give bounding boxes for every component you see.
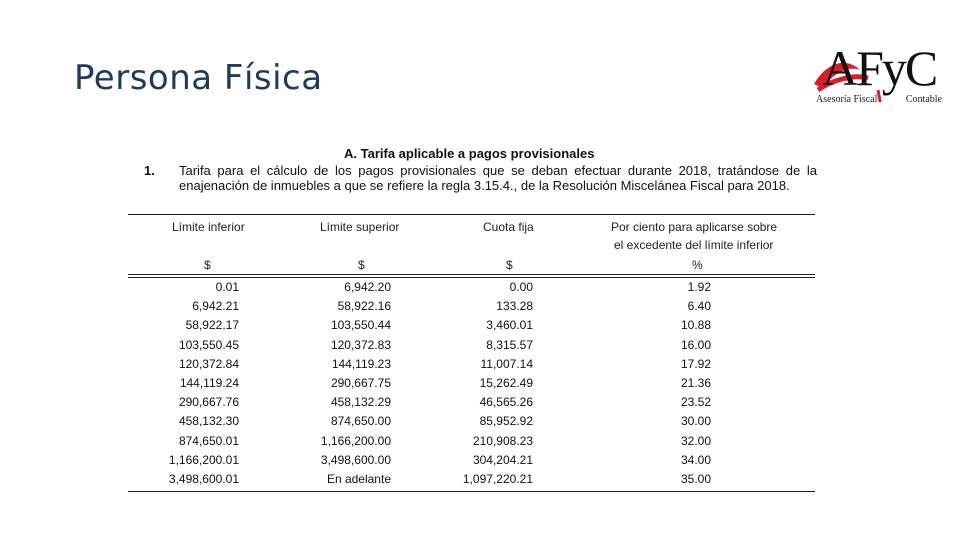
cell-fixed-fee: 15,262.49	[479, 376, 533, 390]
cell-fixed-fee: 1,097,220.21	[462, 472, 533, 486]
cell-upper-limit: 874,650.00	[330, 414, 391, 429]
table-row	[128, 434, 815, 453]
cell-fixed-fee: 46,565.26	[479, 395, 533, 410]
cell-lower-limit: 3,498,600.01	[168, 472, 239, 486]
cell-upper-limit: En adelante	[326, 472, 391, 486]
cell-fixed-fee: 8,315.57	[486, 337, 533, 352]
cell-lower-limit: 103,550.45	[178, 337, 239, 352]
header-percent-line2: el excedente del límite inferior	[614, 238, 774, 252]
table-row	[128, 299, 815, 318]
table-row	[128, 395, 815, 414]
cell-percent: 34.00	[680, 452, 711, 467]
logo-tagline-left: Asesoría Fiscal	[816, 94, 878, 105]
cell-percent: 6.40	[687, 299, 711, 314]
table-row	[128, 414, 815, 433]
cell-lower-limit: 6,942.21	[192, 299, 239, 314]
unit-fixed: $	[506, 258, 513, 272]
cell-lower-limit: 1,166,200.01	[168, 452, 239, 467]
cell-fixed-fee: 3,460.01	[486, 318, 533, 333]
cell-upper-limit: 3,498,600.00	[320, 452, 391, 467]
slide-title: Persona Física	[74, 58, 323, 98]
table-row	[128, 338, 815, 357]
table-row	[128, 357, 815, 376]
item-number: 1.	[144, 163, 155, 178]
cell-percent: 21.36	[680, 376, 711, 390]
cell-lower-limit: 458,132.30	[178, 414, 239, 429]
cell-fixed-fee: 133.28	[496, 299, 533, 314]
table-row	[128, 318, 815, 337]
cell-fixed-fee: 85,952.92	[479, 414, 533, 429]
cell-upper-limit: 144,119.23	[331, 356, 391, 371]
logo-tagline-right: Contable	[905, 94, 942, 105]
document-heading: A. Tarifa aplicable a pagos provisionales	[344, 146, 595, 161]
cell-upper-limit: 458,132.29	[330, 395, 391, 410]
cell-percent: 30.00	[680, 414, 711, 429]
cell-percent: 35.00	[680, 472, 711, 486]
table-header-rule-double	[128, 277, 815, 278]
cell-fixed-fee: 0.00	[509, 280, 533, 294]
table-row	[128, 472, 815, 491]
header-lower-limit: Límite inferior	[172, 220, 245, 234]
cell-percent: 17.92	[680, 356, 711, 371]
logo-letters: AFyC	[822, 40, 937, 96]
item-paragraph: Tarifa para el cálculo de los pagos provisionales que se deban efectuar durante 2018, tratándose de la enajenación de inmuebles a que se refiere la regla 3.15.4., de la Resolución Miscelánea Fiscal para 2018.	[179, 163, 817, 193]
unit-upper: $	[358, 258, 365, 272]
table-row	[128, 453, 815, 472]
cell-percent: 10.88	[680, 318, 711, 333]
cell-upper-limit: 103,550.44	[330, 318, 391, 333]
cell-upper-limit: 58,922.16	[337, 299, 391, 314]
cell-lower-limit: 874,650.01	[178, 433, 239, 448]
cell-upper-limit: 290,667.75	[330, 376, 391, 390]
table-bottom-rule	[128, 491, 815, 492]
unit-percent: %	[692, 258, 703, 272]
cell-upper-limit: 120,372.83	[330, 337, 391, 352]
cell-lower-limit: 58,922.17	[185, 318, 239, 333]
cell-upper-limit: 6,942.20	[344, 280, 391, 294]
header-upper-limit: Límite superior	[320, 220, 400, 234]
table-top-rule	[128, 214, 815, 215]
table-row	[128, 376, 815, 395]
cell-upper-limit: 1,166,200.00	[320, 433, 391, 448]
cell-percent: 23.52	[680, 395, 711, 410]
cell-lower-limit: 0.01	[215, 280, 239, 294]
cell-percent: 1.92	[687, 280, 711, 294]
header-percent-line1: Por ciento para aplicarse sobre	[611, 220, 778, 234]
cell-percent: 16.00	[680, 337, 711, 352]
table-header-rule	[128, 274, 815, 275]
cell-fixed-fee: 210,908.23	[472, 433, 533, 448]
company-logo	[808, 40, 942, 120]
logo-tagline	[816, 94, 942, 105]
table-row	[128, 280, 815, 299]
cell-fixed-fee: 11,007.14	[480, 356, 533, 371]
header-fixed-fee: Cuota fija	[483, 220, 534, 234]
cell-lower-limit: 290,667.76	[178, 395, 239, 410]
cell-lower-limit: 120,372.84	[178, 356, 239, 371]
unit-lower: $	[204, 258, 211, 272]
cell-fixed-fee: 304,204.21	[472, 452, 533, 467]
cell-percent: 32.00	[680, 433, 711, 448]
cell-lower-limit: 144,119.24	[179, 376, 239, 390]
